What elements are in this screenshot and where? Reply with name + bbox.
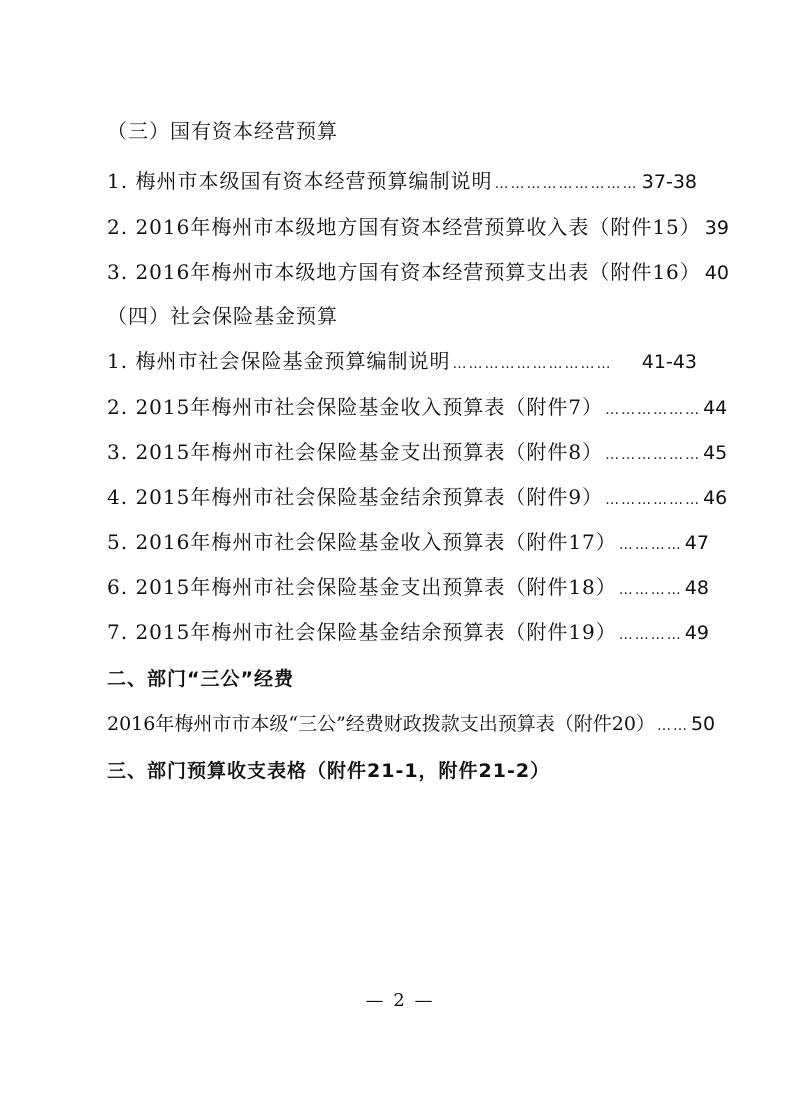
dot-leader: ………… (618, 627, 683, 643)
dot-leader: ………………………… (452, 356, 613, 372)
toc-entry-title: 6. 2015年梅州市社会保险基金支出预算表（附件18） (107, 575, 617, 599)
toc-entry[interactable] (107, 392, 728, 422)
toc-entry-page: 48 (684, 577, 709, 599)
toc-entry[interactable] (107, 346, 697, 376)
toc-entry-page: 39 (704, 217, 729, 239)
toc-entry-title: 1. 梅州市本级国有资本经营预算编制说明 (107, 169, 493, 193)
toc-entry-title: 1. 梅州市社会保险基金预算编制说明 (107, 349, 451, 373)
section-heading-social-insurance (107, 301, 697, 331)
toc-entry-page: 46 (703, 487, 728, 509)
toc-entry-page: 45 (703, 442, 728, 464)
dot-leader: ……………… (605, 492, 702, 508)
toc-entry-title: 3. 2015年梅州市社会保险基金支出预算表（附件8） (107, 440, 604, 464)
dot-leader: ………… (618, 537, 683, 553)
toc-entry[interactable] (107, 212, 729, 242)
toc-entry[interactable] (107, 257, 729, 287)
part-heading-text: 三、部门预算收支表格（附件21-1，附件21-2） (107, 760, 551, 782)
toc-entry-title: 7. 2015年梅州市社会保险基金结余预算表（附件19） (107, 620, 617, 644)
toc-entry-title: 2. 2015年梅州市社会保险基金收入预算表（附件7） (107, 395, 604, 419)
toc-entry-page: 44 (703, 397, 728, 419)
dot-leader: ……………………… (494, 176, 639, 192)
toc-entry-page: 49 (684, 622, 709, 644)
toc-entry-page: 47 (684, 532, 709, 554)
dot-leader: …… (656, 718, 689, 734)
section-heading-text: （三）国有资本经营预算 (107, 119, 338, 143)
dot-leader: ……………… (605, 447, 702, 463)
toc-entry-page: 50 (690, 713, 716, 735)
toc-entry[interactable] (107, 166, 697, 196)
dot-leader: ………… (618, 582, 683, 598)
toc-entry-title: 5. 2016年梅州市社会保险基金收入预算表（附件17） (107, 530, 617, 554)
part-heading-three-public (107, 664, 697, 694)
part-heading-department-budget (107, 756, 697, 786)
section-heading-state-capital (107, 116, 697, 146)
toc-entry-page: 40 (704, 262, 729, 284)
toc-entry-title: 2016年梅州市市本级“三公”经费财政拨款支出预算表（附件20） (107, 713, 655, 735)
toc-entry-title: 2. 2016年梅州市本级地方国有资本经营预算收入表（附件15） (107, 215, 701, 239)
toc-entry[interactable] (107, 482, 728, 512)
part-heading-text: 二、部门“三公”经费 (107, 668, 294, 690)
page-number-footer: — 2 — (365, 990, 435, 1011)
toc-entry-page: 37-38 (641, 171, 697, 193)
toc-entry-page: 41-43 (641, 351, 697, 373)
toc-entry[interactable] (107, 709, 716, 739)
toc-entry-title: 4. 2015年梅州市社会保险基金结余预算表（附件9） (107, 485, 604, 509)
dot-leader: ……………… (605, 402, 702, 418)
toc-entry[interactable] (107, 617, 709, 647)
toc-entry[interactable] (107, 437, 728, 467)
toc-entry-title: 3. 2016年梅州市本级地方国有资本经营预算支出表（附件16） (107, 260, 701, 284)
toc-entry[interactable] (107, 527, 709, 557)
section-heading-text: （四）社会保险基金预算 (107, 304, 338, 328)
toc-entry[interactable] (107, 572, 709, 602)
